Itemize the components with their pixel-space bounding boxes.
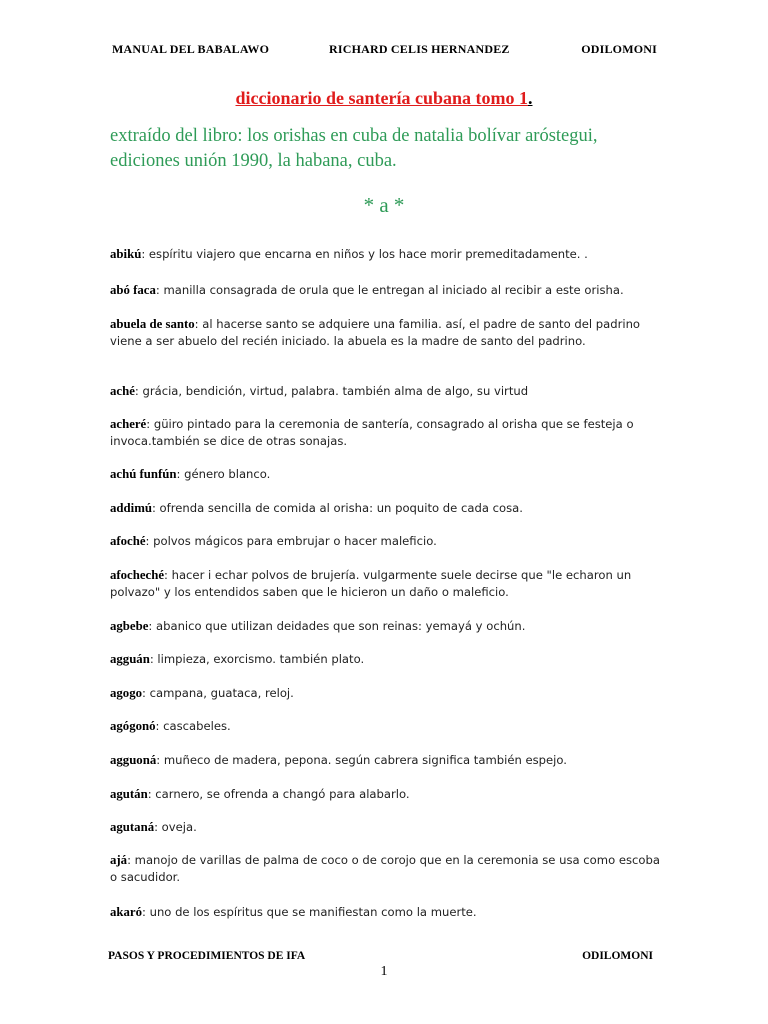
dictionary-entry — [110, 500, 665, 517]
footer-name: ODILOMONI — [582, 950, 653, 962]
dictionary-entry — [110, 567, 665, 601]
entry-term: agógonó — [110, 719, 156, 733]
dictionary-entry — [110, 466, 665, 483]
dictionary-entry — [110, 533, 665, 550]
entry-term: abikú — [110, 247, 142, 261]
entry-term: ajá — [110, 853, 128, 867]
dictionary-entry — [110, 651, 665, 668]
title-text: diccionario de santería cubana tomo 1 — [235, 88, 528, 108]
entry-term: akaró — [110, 905, 142, 919]
page-header — [112, 42, 657, 60]
entry-definition: : abanico que utilizan deidades que son reinas: yemayá y ochún. — [148, 619, 526, 633]
entry-definition: : espíritu viajero que encarna en niños y los hace morir premeditadamente. . — [141, 247, 588, 261]
entry-term: achú funfún — [110, 467, 177, 481]
dictionary-entry — [110, 316, 665, 350]
entry-definition: : cascabeles. — [155, 719, 231, 733]
dictionary-entry — [110, 383, 665, 400]
entry-term: agguán — [110, 652, 150, 666]
entry-definition: : güiro pintado para la ceremonia de santería, consagrado al orisha que se festeja o invoca.también se dice de otras sonajas. — [110, 417, 634, 448]
entry-definition: : carnero, se ofrenda a changó para alabarlo. — [147, 787, 410, 801]
dictionary-entry — [110, 852, 665, 886]
entry-term: addimú — [110, 501, 152, 515]
entry-term: agutaná — [110, 820, 155, 834]
entry-definition: : uno de los espíritus que se manifiestan como la muerte. — [142, 905, 477, 919]
entry-term: afocheché — [110, 568, 165, 582]
entry-definition: : género blanco. — [176, 467, 271, 481]
entry-term: agután — [110, 787, 148, 801]
entry-term: abó faca — [110, 283, 156, 297]
entry-definition: : manilla consagrada de orula que le entregan al iniciado al recibir a este orisha. — [155, 283, 624, 297]
section-letter: * a * — [363, 193, 405, 217]
dictionary-entry — [110, 282, 665, 299]
footer-title: PASOS Y PROCEDIMIENTOS DE IFA — [108, 950, 306, 962]
header-author: RICHARD CELIS HERNANDEZ — [329, 42, 510, 56]
dictionary-entry — [110, 416, 665, 450]
dictionary-entry — [110, 718, 665, 735]
dictionary-entry — [110, 904, 665, 921]
entry-definition: : muñeco de madera, pepona. según cabrera significa también espejo. — [156, 753, 567, 767]
dictionary-entry — [110, 246, 665, 263]
entry-definition: : hacer i echar polvos de brujería. vulgarmente suele decirse que "le echaron un polvazo" y los entendidos saben que le hicieron un daño o maleficio. — [110, 568, 632, 599]
entry-term: acheré — [110, 417, 147, 431]
entry-definition: : grácia, bendición, virtud, palabra. también alma de algo, su virtud — [134, 384, 529, 398]
entry-term: agguoná — [110, 753, 157, 767]
entry-definition: : campana, guataca, reloj. — [142, 686, 294, 700]
page-number: 1 — [380, 964, 388, 979]
dictionary-entry — [110, 685, 665, 702]
source-note: extraído del libro: los orishas en cuba de natalia bolívar aróstegui, ediciones unión 1990, la habana, cuba. — [110, 126, 598, 171]
header-book-title: MANUAL DEL BABALAWO — [112, 42, 270, 56]
dictionary-entry — [110, 618, 665, 635]
dictionary-entry — [110, 786, 665, 803]
entry-term: aché — [110, 384, 135, 398]
entry-definition: : oveja. — [154, 820, 197, 834]
entry-term: agogo — [110, 686, 142, 700]
title-period: . — [528, 88, 533, 108]
document-title — [0, 88, 768, 109]
entry-definition: : al hacerse santo se adquiere una familia. así, el padre de santo del padrino viene a ser abuelo del recién iniciado. la abuela es la madre de santo del padrino. — [110, 317, 641, 348]
entry-definition: : limpieza, exorcismo. también plato. — [149, 652, 365, 666]
entry-term: afoché — [110, 534, 146, 548]
entry-definition: : polvos mágicos para embrujar o hacer maleficio. — [145, 534, 437, 548]
entry-definition: : manojo de varillas de palma de coco o de corojo que en la ceremonia se usa como escoba o sacudidor. — [110, 853, 660, 884]
entry-definition: : ofrenda sencilla de comida al orisha: un poquito de cada cosa. — [151, 501, 523, 515]
dictionary-entry — [110, 819, 665, 836]
entry-term: abuela de santo — [110, 317, 195, 331]
dictionary-entry — [110, 752, 665, 769]
header-name: ODILOMONI — [581, 42, 657, 56]
entry-term: agbebe — [110, 619, 149, 633]
